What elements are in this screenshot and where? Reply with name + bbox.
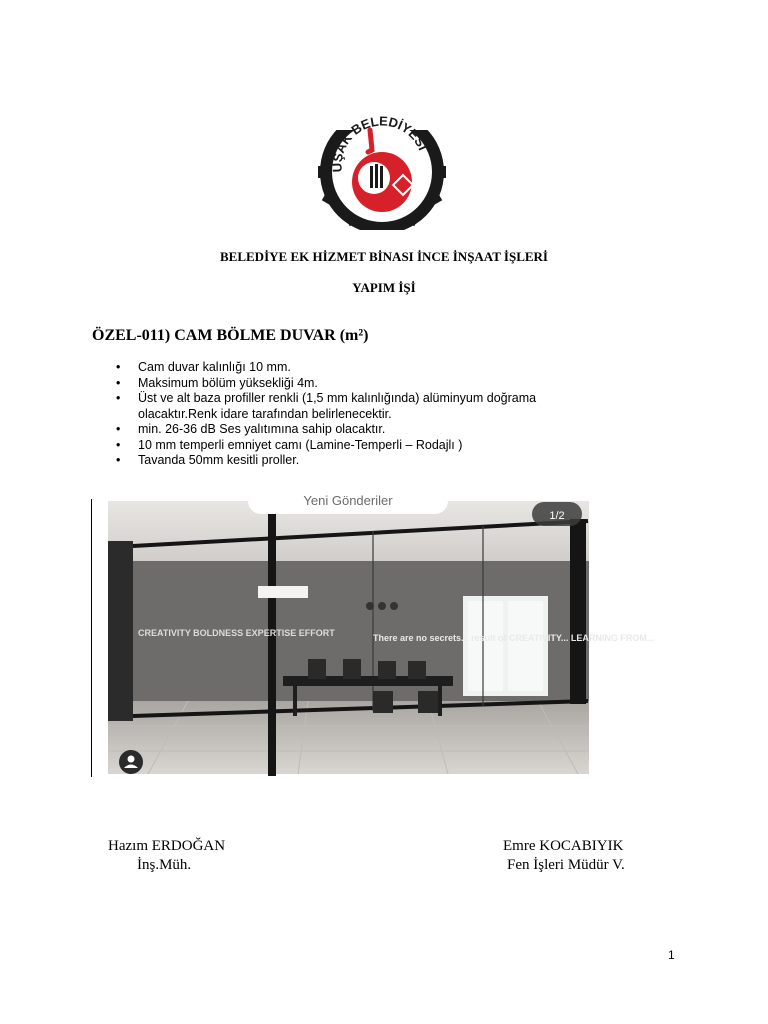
signatory-left-name: Hazım ERDOĞAN (108, 838, 226, 854)
list-item (112, 391, 612, 422)
list-item (112, 360, 612, 376)
glass-partition-photo (108, 493, 655, 774)
wall-text-right: There are no secrets... result of CREATIVITY... LEARNING FROM... (373, 633, 655, 643)
user-icon (119, 750, 143, 774)
bullet: • (116, 422, 121, 436)
list-item (112, 422, 612, 438)
spec-text: Üst ve alt baza profiller renkli (1,5 mm kalınlığında) alüminyum doğrama olacaktır.Renk idare tarafından belirlenecektir. (138, 391, 537, 421)
document-title: BELEDİYE EK HİZMET BİNASI İNCE İNŞAAT İŞLERİ (220, 249, 548, 264)
bullet: • (116, 391, 121, 405)
signatory-left-title: İnş.Müh. (137, 857, 192, 873)
spec-list (112, 360, 612, 469)
page-number: 1 (668, 948, 675, 962)
svg-text:UŞAK BELEDİYESİ: UŞAK BELEDİYESİ (329, 113, 431, 173)
bullet: • (116, 360, 121, 374)
bullet: • (116, 437, 121, 452)
usak-belediyesi-logo (312, 100, 452, 230)
spec-text: Cam duvar kalınlığı 10 mm. (138, 360, 291, 374)
overlay-title: Yeni Gönderiler (303, 493, 393, 508)
photo-counter: 1/2 (549, 510, 565, 522)
signatory-right-name: Emre KOCABIYIK (503, 838, 624, 854)
spec-text: min. 26-36 dB Ses yalıtımına sahip olacaktır. (138, 422, 386, 436)
margin-line (91, 499, 92, 777)
signatory-right-title: Fen İşleri Müdür V. (507, 857, 625, 873)
list-item (112, 438, 612, 454)
list-item (112, 453, 612, 469)
section-heading: ÖZEL-011) CAM BÖLME DUVAR (m²) (92, 327, 369, 344)
wall-text-left: CREATIVITY BOLDNESS EXPERTISE EFFORT (138, 628, 335, 638)
bullet: • (116, 375, 121, 390)
bullet: • (116, 453, 121, 467)
spec-text: 10 mm temperli emniyet camı (Lamine-Temperli – Rodajlı ) (138, 437, 463, 452)
spec-text: Tavanda 50mm kesitli proller. (138, 453, 300, 467)
spec-text: Maksimum bölüm yüksekliği 4m. (138, 375, 318, 390)
list-item (112, 376, 612, 392)
document-subtitle: YAPIM İŞİ (352, 280, 416, 295)
